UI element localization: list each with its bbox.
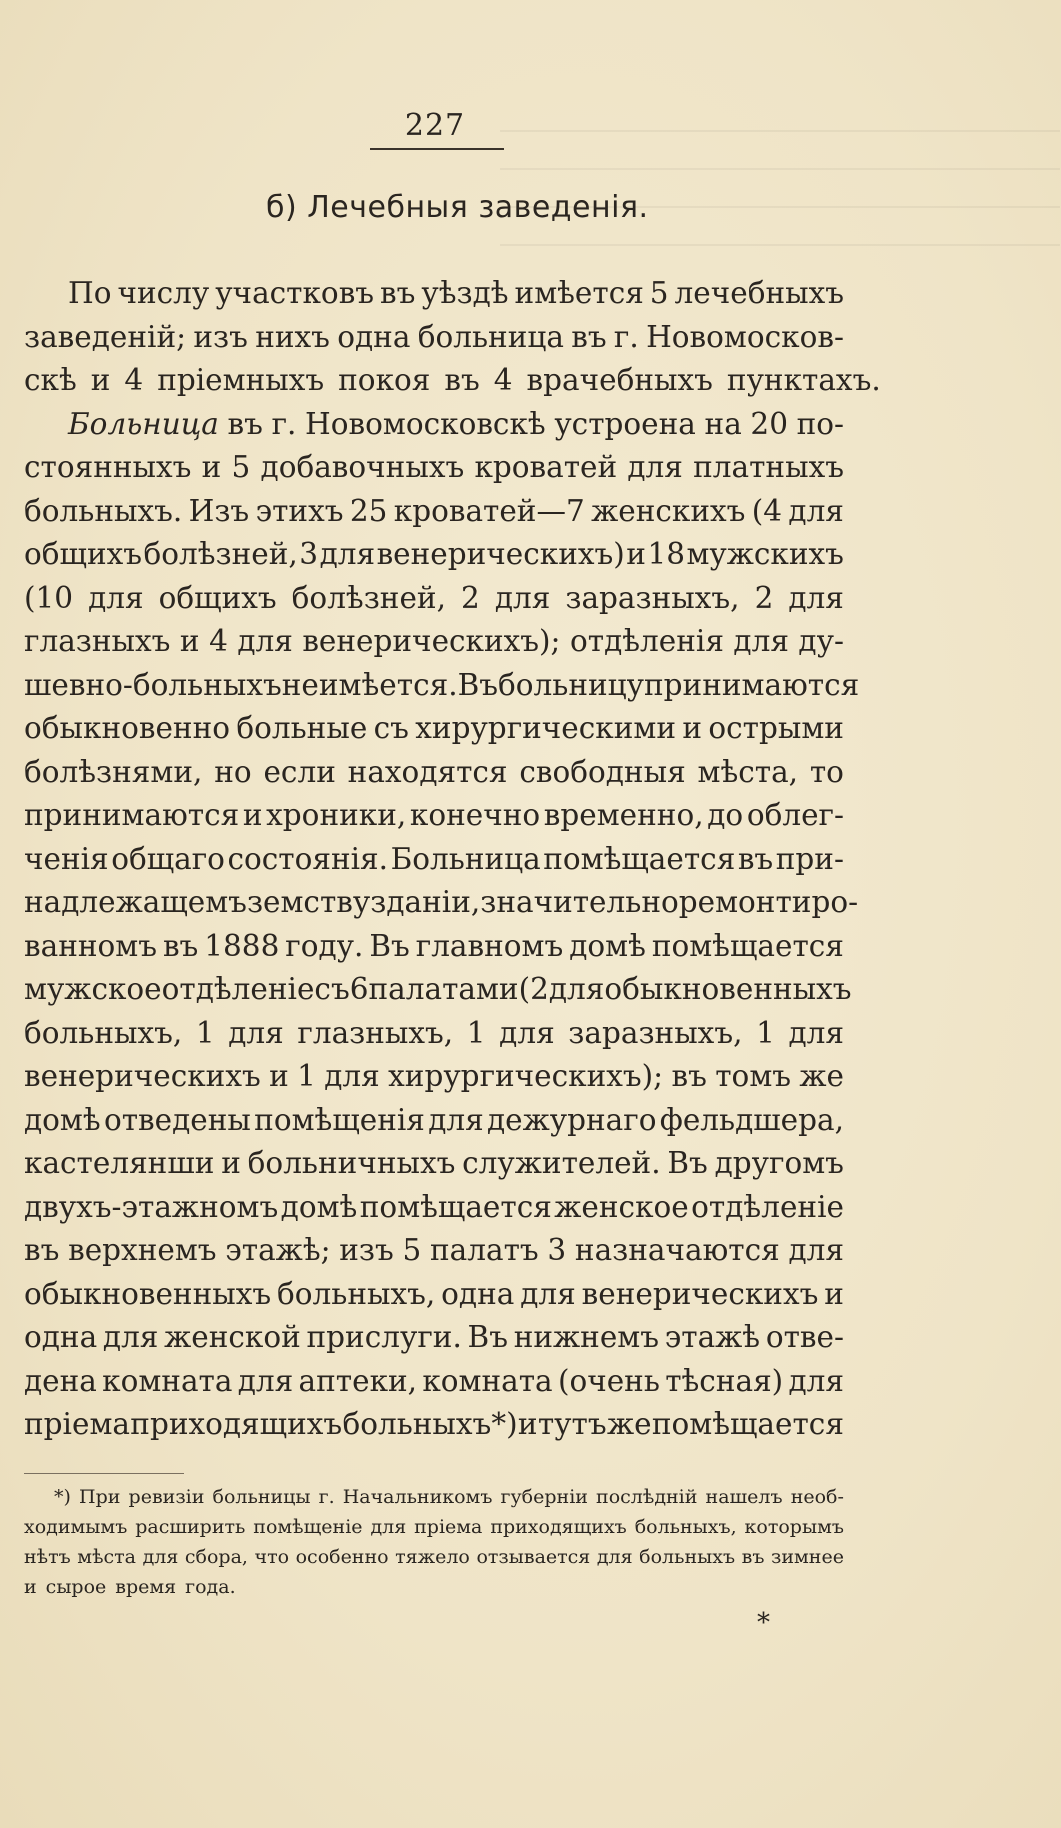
body-text xyxy=(24,272,881,1447)
word: Больница xyxy=(68,406,219,441)
word: врачебныхъ xyxy=(526,363,713,397)
word: приходящихъ xyxy=(490,1516,627,1538)
word: и xyxy=(269,1059,289,1093)
word: не xyxy=(281,667,319,702)
text-line xyxy=(24,664,860,708)
word: заразныхъ, xyxy=(568,1015,743,1050)
word: больница xyxy=(417,319,564,354)
word: 1 xyxy=(756,1015,775,1050)
text-line xyxy=(24,1273,844,1317)
word: для xyxy=(548,972,605,1006)
word: *) xyxy=(54,1486,71,1508)
word: помѣщается xyxy=(651,1407,844,1441)
text-line xyxy=(24,533,844,577)
word: принимаются xyxy=(24,798,240,832)
word: изъ xyxy=(339,1233,394,1267)
word: дежурнаго xyxy=(486,1102,657,1137)
word: тутъ xyxy=(537,1407,607,1441)
word: общихъ xyxy=(24,537,143,571)
word: (10 xyxy=(24,580,74,615)
word: женское xyxy=(554,1189,689,1224)
word: для xyxy=(324,1059,380,1093)
word: числу xyxy=(117,276,210,310)
word: 4 xyxy=(493,363,513,397)
word: кроватей xyxy=(474,450,618,484)
word: женскихъ xyxy=(591,493,746,528)
text-line xyxy=(24,1229,844,1273)
word: и xyxy=(682,711,703,745)
word: этажѣ xyxy=(664,1320,761,1354)
word: больныхъ*) xyxy=(342,1407,518,1441)
word: отзывается xyxy=(476,1546,591,1568)
word: венерическихъ xyxy=(24,1059,261,1093)
word: 18 xyxy=(647,537,685,571)
text-line xyxy=(24,359,881,403)
text-line xyxy=(24,838,844,882)
word: мужскихъ xyxy=(686,537,844,571)
word: и xyxy=(179,624,200,658)
word: томъ xyxy=(715,1059,792,1093)
word: 20 xyxy=(750,406,788,441)
word: для xyxy=(237,624,293,658)
word: году. xyxy=(285,928,364,963)
word: въ xyxy=(380,276,416,310)
word: 1888 xyxy=(204,928,280,963)
word: двухъ-этажномъ xyxy=(24,1189,279,1224)
word: кастелянши xyxy=(24,1146,215,1180)
footnote-line xyxy=(24,1542,844,1572)
word: въ xyxy=(571,319,607,354)
word: аптеки, xyxy=(298,1363,418,1398)
word: Начальникомъ xyxy=(342,1486,493,1508)
word: при- xyxy=(775,841,844,876)
word: въ xyxy=(671,1059,707,1093)
word: При xyxy=(79,1486,121,1508)
word: что xyxy=(254,1546,290,1568)
word: обыкновенныхъ xyxy=(24,1276,272,1311)
word: одна xyxy=(441,1276,515,1311)
word: Въ xyxy=(457,667,499,702)
word: помѣщеніе xyxy=(253,1516,363,1538)
word: Новомосковскѣ xyxy=(305,406,546,441)
word: 1 xyxy=(466,1015,486,1050)
word: г. xyxy=(613,319,639,354)
word: принимаются xyxy=(644,667,860,702)
word: для xyxy=(733,624,789,658)
word: г. xyxy=(271,406,297,441)
word: ду- xyxy=(798,624,844,658)
word: палатъ xyxy=(430,1233,539,1267)
word: мужское xyxy=(24,972,162,1006)
word: помѣщенія xyxy=(254,1102,425,1137)
word: больничныхъ xyxy=(247,1146,456,1180)
text-line xyxy=(24,881,859,925)
text-line xyxy=(24,1403,844,1447)
word: стоянныхъ xyxy=(24,450,192,484)
word: болѣзнями, xyxy=(24,754,203,789)
word: глазныхъ, xyxy=(297,1015,454,1050)
word: глазныхъ xyxy=(24,624,171,658)
word: значительно xyxy=(480,885,679,919)
footnote-line xyxy=(24,1572,844,1602)
word: 2 xyxy=(754,580,774,615)
word: хирургическими xyxy=(415,711,676,745)
word: болѣзней, xyxy=(143,537,298,571)
footnote-line xyxy=(24,1512,844,1542)
word: съ xyxy=(373,711,409,745)
word: для xyxy=(102,1320,159,1354)
word: 25 xyxy=(349,493,388,528)
word: и xyxy=(517,1407,538,1441)
word: Въ xyxy=(467,1320,508,1354)
word: больныхъ, xyxy=(634,1516,737,1538)
word: 1 xyxy=(297,1059,316,1093)
word: дена xyxy=(24,1363,97,1398)
word: пріема xyxy=(24,1407,130,1441)
word: венерическихъ xyxy=(581,1276,819,1311)
word: ревизіи xyxy=(128,1486,205,1508)
word: комната xyxy=(422,1363,553,1398)
text-line xyxy=(24,1360,844,1404)
word: домѣ xyxy=(280,1189,358,1224)
text-line xyxy=(24,316,844,360)
word: (очень xyxy=(557,1363,660,1398)
text-line xyxy=(24,1316,844,1360)
text-line xyxy=(24,1186,844,1230)
word: устроена xyxy=(554,406,696,441)
word: состоянія. xyxy=(227,841,389,876)
word: отдѣленіе xyxy=(691,1189,844,1224)
word: для xyxy=(520,1276,576,1311)
word: для xyxy=(494,580,551,615)
word: и xyxy=(242,798,263,832)
word: венерическихъ) xyxy=(376,537,625,571)
word: отве- xyxy=(765,1320,844,1354)
text-line xyxy=(24,446,844,490)
word: и xyxy=(221,1146,241,1180)
text-line xyxy=(24,925,844,969)
footnotes xyxy=(24,1482,844,1602)
word: тяжело xyxy=(395,1546,470,1568)
word: комната xyxy=(102,1363,233,1398)
word: нижнемъ xyxy=(513,1320,660,1354)
word: ремонтиро- xyxy=(678,885,859,919)
word: Больница xyxy=(390,841,541,876)
word: въ xyxy=(24,1233,60,1267)
word: острыми xyxy=(708,711,844,745)
word: для xyxy=(627,450,683,484)
text-line xyxy=(24,490,844,534)
word: года. xyxy=(185,1576,236,1598)
text-line xyxy=(24,1012,844,1056)
word: находятся xyxy=(347,754,508,789)
word: въ xyxy=(741,1546,765,1568)
page-number-rule xyxy=(370,148,504,150)
word: и xyxy=(201,450,222,484)
word: облег- xyxy=(746,798,844,832)
word: нѣтъ xyxy=(24,1546,71,1568)
word: губерніи xyxy=(500,1486,588,1508)
word: Новомосков- xyxy=(646,319,844,354)
word: зданіи, xyxy=(370,885,481,919)
word: ходимымъ xyxy=(24,1516,128,1538)
word: же xyxy=(606,1407,652,1441)
text-line xyxy=(24,272,844,316)
word: 6 xyxy=(349,972,369,1006)
word: хроники, xyxy=(266,798,407,832)
word: для xyxy=(788,1233,844,1267)
word: для xyxy=(788,1363,844,1398)
word: для xyxy=(788,1015,844,1050)
text-line xyxy=(24,577,844,621)
word: имѣется xyxy=(514,276,644,310)
word: для xyxy=(228,1015,284,1050)
word: мѣста, xyxy=(697,754,799,789)
word: г. xyxy=(318,1486,335,1508)
word: нихъ xyxy=(255,319,330,354)
word: конечно xyxy=(409,798,541,832)
word: одна xyxy=(24,1320,98,1354)
word: для xyxy=(88,580,144,615)
word: для xyxy=(499,1015,555,1050)
word: 1 xyxy=(195,1015,215,1050)
word: въ xyxy=(227,406,263,441)
word: 2 xyxy=(461,580,480,615)
word: ченія xyxy=(24,841,109,876)
word: по- xyxy=(796,406,844,441)
word: для xyxy=(237,1363,294,1398)
footnote-line xyxy=(24,1482,844,1512)
word: для xyxy=(596,1546,633,1568)
word: участковъ xyxy=(215,276,375,310)
word: (2 xyxy=(518,972,549,1006)
word: на xyxy=(704,406,742,441)
word: больныхъ xyxy=(639,1546,736,1568)
word: время xyxy=(115,1576,177,1598)
word: если xyxy=(263,754,336,789)
word: послѣдній xyxy=(596,1486,698,1508)
word: съ xyxy=(314,972,350,1006)
word: заведеній; xyxy=(24,319,187,354)
word: 4 xyxy=(209,624,228,658)
word: одна xyxy=(337,319,411,354)
word: надлежащемъ xyxy=(24,885,247,919)
word: прислуги. xyxy=(306,1320,462,1354)
word: же xyxy=(799,1059,844,1093)
word: назначаются xyxy=(574,1233,780,1267)
word: Въ xyxy=(369,928,410,963)
text-line xyxy=(24,751,844,795)
word: 5 xyxy=(402,1233,422,1267)
word: больные xyxy=(236,711,368,745)
word: заразныхъ, xyxy=(565,580,740,615)
word: сбора, xyxy=(184,1546,248,1568)
word: пріема xyxy=(414,1516,483,1538)
word: 4 xyxy=(124,363,144,397)
word: помѣщается xyxy=(543,841,736,876)
word: но xyxy=(214,754,252,789)
word: сырое xyxy=(45,1576,107,1598)
text-line xyxy=(24,1142,844,1186)
word: отведены xyxy=(103,1102,251,1137)
word: скѣ xyxy=(24,363,77,397)
word: обыкновенно xyxy=(24,711,231,745)
word: пунктахъ. xyxy=(726,363,881,397)
word: женской xyxy=(164,1320,301,1354)
section-heading: б) Лечебныя заведенія. xyxy=(266,190,649,225)
word: и xyxy=(24,1576,37,1598)
text-line xyxy=(24,620,844,664)
word: 5 xyxy=(649,276,669,310)
word: платныхъ xyxy=(693,450,844,484)
word: этихъ xyxy=(255,493,344,528)
word: помѣщается xyxy=(359,1189,552,1224)
word: общаго xyxy=(111,841,225,876)
signature-mark: * xyxy=(757,1608,770,1638)
word: болѣзней, xyxy=(291,580,446,615)
word: для xyxy=(370,1516,407,1538)
word: свободныя xyxy=(519,754,686,789)
text-line xyxy=(24,1099,844,1143)
word: то xyxy=(809,754,844,789)
word: мѣста xyxy=(77,1546,137,1568)
word: 3 xyxy=(547,1233,567,1267)
word: 5 xyxy=(231,450,251,484)
word: отдѣленіе xyxy=(161,972,315,1006)
word: и xyxy=(824,1276,844,1311)
word: служителей. xyxy=(462,1146,661,1180)
page-number: 227 xyxy=(404,108,466,143)
word: для xyxy=(428,1102,484,1137)
word: и xyxy=(626,537,646,571)
word: этажѣ; xyxy=(225,1233,331,1267)
word: и xyxy=(90,363,111,397)
text-line xyxy=(24,707,844,751)
word: 3 xyxy=(299,537,319,571)
word: верхнемъ xyxy=(68,1233,217,1267)
word: домѣ xyxy=(24,1102,101,1137)
word: (4 xyxy=(751,493,783,528)
word: домѣ xyxy=(569,928,646,963)
word: другомъ xyxy=(714,1146,844,1180)
word: зимнее xyxy=(770,1546,844,1568)
text-line xyxy=(24,794,844,838)
word: для xyxy=(319,537,376,571)
text-line xyxy=(24,968,852,1012)
word: общихъ xyxy=(158,580,277,615)
word: обыкновенныхъ xyxy=(604,972,852,1006)
word: пріемныхъ xyxy=(157,363,325,397)
word: больницу xyxy=(498,667,645,702)
word: главномъ xyxy=(415,928,564,963)
word: уѣздѣ xyxy=(421,276,509,310)
word: шевно-больныхъ xyxy=(24,667,282,702)
word: въ xyxy=(737,841,774,876)
word: приходящихъ xyxy=(130,1407,343,1441)
word: Изъ xyxy=(188,493,250,528)
text-line xyxy=(24,1055,844,1099)
word: особенно xyxy=(295,1546,389,1568)
word: расширить xyxy=(135,1516,246,1538)
word: нашелъ xyxy=(705,1486,783,1508)
footnote-rule xyxy=(24,1473,184,1474)
word: больныхъ. xyxy=(24,493,183,528)
word: венерическихъ); xyxy=(302,624,561,658)
word: имѣется. xyxy=(318,667,458,702)
word: для xyxy=(788,580,844,615)
word: покоя xyxy=(338,363,431,397)
word: тѣсная) xyxy=(665,1363,784,1398)
word: изъ xyxy=(193,319,248,354)
text-line xyxy=(24,403,844,447)
word: для xyxy=(788,493,844,528)
word: добавочныхъ xyxy=(260,450,465,484)
word: ванномъ xyxy=(24,928,157,963)
word: больницы xyxy=(212,1486,311,1508)
word: Въ xyxy=(667,1146,708,1180)
word: фельдшера, xyxy=(659,1102,844,1137)
word: въ xyxy=(162,928,199,963)
word: для xyxy=(142,1546,179,1568)
word: земству xyxy=(246,885,371,919)
word: палатами xyxy=(368,972,519,1006)
word: временно, xyxy=(543,798,704,832)
word: помѣщается xyxy=(651,928,844,963)
word: больныхъ, xyxy=(277,1276,436,1311)
word: кроватей—7 xyxy=(393,493,585,528)
word: По xyxy=(68,276,112,310)
word: которымъ xyxy=(744,1516,844,1538)
word: хирургическихъ); xyxy=(388,1059,664,1093)
word: отдѣленія xyxy=(569,624,724,658)
word: необ- xyxy=(790,1486,844,1508)
word: больныхъ, xyxy=(24,1015,183,1050)
word: лечебныхъ xyxy=(674,276,844,310)
word: въ xyxy=(444,363,480,397)
word: до xyxy=(707,798,744,832)
